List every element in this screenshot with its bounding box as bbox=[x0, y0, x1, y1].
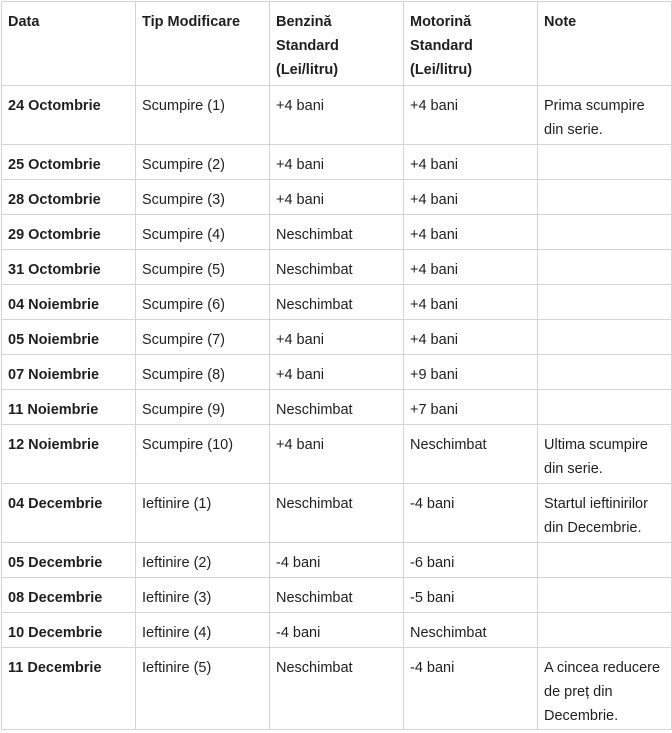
cell-date: 12 Noiembrie bbox=[2, 425, 136, 484]
header-motorina-standard: Motorină Standard (Lei/litru) bbox=[404, 2, 538, 86]
cell-date: 05 Noiembrie bbox=[2, 320, 136, 355]
cell-motorina: Neschimbat bbox=[404, 613, 538, 648]
table-row bbox=[2, 320, 672, 355]
cell-date: 28 Octombrie bbox=[2, 180, 136, 215]
cell-tip-modificare: Scumpire (2) bbox=[136, 145, 270, 180]
table-row bbox=[2, 425, 672, 484]
cell-motorina: -6 bani bbox=[404, 543, 538, 578]
cell-date: 10 Decembrie bbox=[2, 613, 136, 648]
cell-motorina: +4 bani bbox=[404, 250, 538, 285]
cell-benzina: Neschimbat bbox=[270, 250, 404, 285]
cell-motorina: +4 bani bbox=[404, 180, 538, 215]
fuel-price-table bbox=[1, 1, 672, 730]
header-tip-modificare: Tip Modificare bbox=[136, 2, 270, 86]
cell-note bbox=[538, 543, 672, 578]
cell-date: 25 Octombrie bbox=[2, 145, 136, 180]
table-row bbox=[2, 648, 672, 730]
cell-note bbox=[538, 355, 672, 390]
table-body bbox=[2, 86, 672, 730]
cell-benzina: +4 bani bbox=[270, 425, 404, 484]
cell-note bbox=[538, 613, 672, 648]
cell-tip-modificare: Ieftinire (4) bbox=[136, 613, 270, 648]
cell-benzina: +4 bani bbox=[270, 145, 404, 180]
cell-motorina: -4 bani bbox=[404, 484, 538, 543]
cell-motorina: +4 bani bbox=[404, 145, 538, 180]
cell-date: 04 Decembrie bbox=[2, 484, 136, 543]
table-row bbox=[2, 86, 672, 145]
cell-date: 08 Decembrie bbox=[2, 578, 136, 613]
table-row bbox=[2, 285, 672, 320]
table-row bbox=[2, 613, 672, 648]
cell-date: 29 Octombrie bbox=[2, 215, 136, 250]
cell-benzina: Neschimbat bbox=[270, 648, 404, 730]
cell-note: Ultima scumpire din serie. bbox=[538, 425, 672, 484]
cell-motorina: +4 bani bbox=[404, 86, 538, 145]
cell-date: 04 Noiembrie bbox=[2, 285, 136, 320]
table-row bbox=[2, 543, 672, 578]
table-row bbox=[2, 355, 672, 390]
cell-date: 05 Decembrie bbox=[2, 543, 136, 578]
cell-tip-modificare: Ieftinire (1) bbox=[136, 484, 270, 543]
cell-tip-modificare: Scumpire (4) bbox=[136, 215, 270, 250]
cell-benzina: Neschimbat bbox=[270, 285, 404, 320]
cell-benzina: Neschimbat bbox=[270, 215, 404, 250]
table-row bbox=[2, 390, 672, 425]
cell-benzina: Neschimbat bbox=[270, 578, 404, 613]
cell-date: 07 Noiembrie bbox=[2, 355, 136, 390]
cell-motorina: +4 bani bbox=[404, 215, 538, 250]
cell-tip-modificare: Scumpire (5) bbox=[136, 250, 270, 285]
cell-date: 31 Octombrie bbox=[2, 250, 136, 285]
cell-tip-modificare: Scumpire (10) bbox=[136, 425, 270, 484]
cell-motorina: Neschimbat bbox=[404, 425, 538, 484]
table-row bbox=[2, 484, 672, 543]
cell-tip-modificare: Scumpire (6) bbox=[136, 285, 270, 320]
cell-date: 24 Octombrie bbox=[2, 86, 136, 145]
cell-benzina: Neschimbat bbox=[270, 390, 404, 425]
table-row bbox=[2, 180, 672, 215]
cell-note: Prima scumpire din serie. bbox=[538, 86, 672, 145]
cell-note bbox=[538, 145, 672, 180]
cell-motorina: +4 bani bbox=[404, 285, 538, 320]
header-benzina-standard: Benzină Standard (Lei/litru) bbox=[270, 2, 404, 86]
cell-motorina: +9 bani bbox=[404, 355, 538, 390]
cell-note bbox=[538, 180, 672, 215]
cell-benzina: +4 bani bbox=[270, 180, 404, 215]
cell-note bbox=[538, 578, 672, 613]
cell-benzina: -4 bani bbox=[270, 613, 404, 648]
cell-tip-modificare: Scumpire (8) bbox=[136, 355, 270, 390]
cell-motorina: +4 bani bbox=[404, 320, 538, 355]
table-row bbox=[2, 250, 672, 285]
cell-benzina: +4 bani bbox=[270, 355, 404, 390]
cell-tip-modificare: Ieftinire (2) bbox=[136, 543, 270, 578]
table-row bbox=[2, 578, 672, 613]
cell-note bbox=[538, 390, 672, 425]
cell-tip-modificare: Scumpire (1) bbox=[136, 86, 270, 145]
cell-motorina: -5 bani bbox=[404, 578, 538, 613]
cell-benzina: -4 bani bbox=[270, 543, 404, 578]
cell-benzina: Neschimbat bbox=[270, 484, 404, 543]
cell-note bbox=[538, 250, 672, 285]
header-note: Note bbox=[538, 2, 672, 86]
cell-note bbox=[538, 215, 672, 250]
cell-date: 11 Decembrie bbox=[2, 648, 136, 730]
cell-motorina: +7 bani bbox=[404, 390, 538, 425]
table-row bbox=[2, 145, 672, 180]
header-data: Data bbox=[2, 2, 136, 86]
cell-tip-modificare: Scumpire (9) bbox=[136, 390, 270, 425]
cell-note: Startul ieftinirilor din Decembrie. bbox=[538, 484, 672, 543]
cell-tip-modificare: Ieftinire (5) bbox=[136, 648, 270, 730]
table-header-row bbox=[2, 2, 672, 86]
cell-note: A cincea reducere de preț din Decembrie. bbox=[538, 648, 672, 730]
cell-tip-modificare: Scumpire (3) bbox=[136, 180, 270, 215]
cell-note bbox=[538, 285, 672, 320]
cell-note bbox=[538, 320, 672, 355]
cell-motorina: -4 bani bbox=[404, 648, 538, 730]
cell-benzina: +4 bani bbox=[270, 320, 404, 355]
cell-benzina: +4 bani bbox=[270, 86, 404, 145]
table-row bbox=[2, 215, 672, 250]
cell-date: 11 Noiembrie bbox=[2, 390, 136, 425]
cell-tip-modificare: Ieftinire (3) bbox=[136, 578, 270, 613]
cell-tip-modificare: Scumpire (7) bbox=[136, 320, 270, 355]
